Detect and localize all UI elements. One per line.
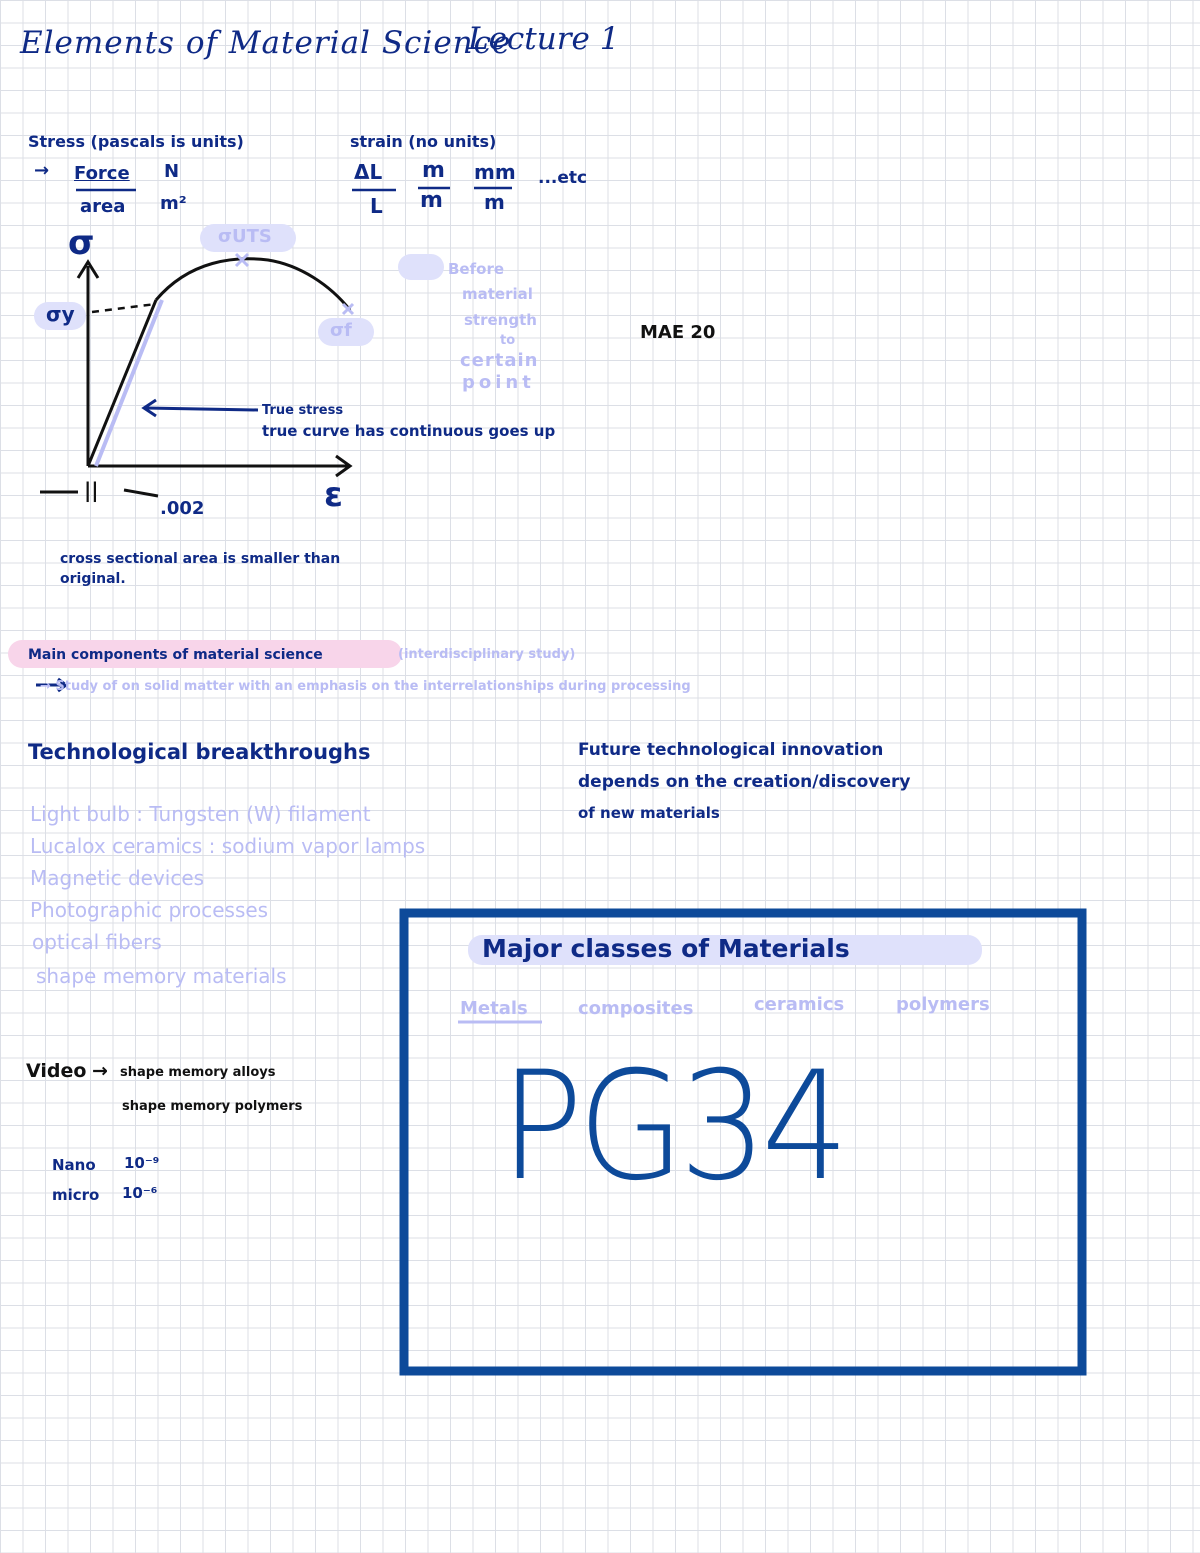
future-line-3: of new materials <box>578 804 720 822</box>
side-note-6: point <box>462 372 535 393</box>
epsilon-label: ε <box>324 475 343 515</box>
mae-label: MAE 20 <box>640 322 716 343</box>
lecture-label: Lecture 1 <box>468 21 620 57</box>
true-stress-note: true curve has continuous goes up <box>262 422 556 440</box>
stress-unit-num: N <box>164 161 180 182</box>
offset-value: .002 <box>160 498 205 519</box>
strain-dl: ΔL <box>354 160 383 184</box>
components-title: Main components of material science <box>28 647 323 663</box>
future-line-2: depends on the creation/discovery <box>578 772 911 792</box>
micro-value: 10⁻⁶ <box>122 1184 158 1202</box>
offset-line <box>96 300 162 466</box>
stress-area: area <box>80 196 126 217</box>
page-reference: PG34 <box>500 1040 844 1214</box>
breakthrough-item-5: optical fibers <box>32 930 162 954</box>
cross-section-note-1: cross sectional area is smaller than <box>60 551 341 567</box>
nano-label: Nano <box>52 1156 96 1174</box>
offset-arrow-right <box>124 490 158 496</box>
breakthroughs-title: Technological breakthroughs <box>28 740 371 764</box>
video-line-2: shape memory polymers <box>122 1099 303 1114</box>
future-line-1: Future technological innovation <box>578 740 884 760</box>
true-stress-arrow <box>146 408 258 410</box>
true-stress-label: True stress <box>262 403 344 418</box>
strain-m1: m <box>422 158 445 183</box>
side-note-4: to <box>500 333 516 348</box>
video-label: Video <box>26 1060 87 1082</box>
engineering-curve <box>156 259 350 310</box>
side-note-5: certain <box>460 350 539 371</box>
stress-heading: Stress (pascals is units) <box>28 132 244 151</box>
side-note-1: Before <box>448 260 505 278</box>
breakthrough-item-3: Magnetic devices <box>30 866 205 890</box>
sigma-f-label: σf <box>330 320 352 341</box>
strain-m2: m <box>420 188 443 213</box>
breakthrough-item-2: Lucalox ceramics : sodium vapor lamps <box>30 834 426 858</box>
cross-section-note-2: original. <box>60 571 126 587</box>
page-title: Elements of Material Science <box>20 25 512 61</box>
stress-arrow: → <box>34 160 50 181</box>
strain-heading: strain (no units) <box>350 132 497 151</box>
strain-mm: mm <box>474 160 516 184</box>
major-classes-title: Major classes of Materials <box>482 934 850 963</box>
class-composites: composites <box>578 998 694 1019</box>
offset-bars: || <box>84 478 99 502</box>
yield-dashed-line <box>92 304 156 312</box>
elastic-line <box>88 300 156 466</box>
strain-etc: ...etc <box>538 168 588 188</box>
breakthrough-item-4: Photographic processes <box>30 898 269 922</box>
breakthrough-item-1: Light bulb : Tungsten (W) filament <box>30 802 371 826</box>
components-note: → Study of on solid matter with an emphasis on the interrelationships during processing <box>40 679 691 694</box>
side-note-2: material <box>462 285 533 303</box>
components-paren: (interdisciplinary study) <box>398 647 576 662</box>
sigma-label: σ <box>68 223 95 263</box>
video-arrow: → <box>92 1060 108 1082</box>
outs-label: σUTS <box>218 226 272 247</box>
strain-m3: m <box>484 190 505 214</box>
stress-force: Force <box>74 163 130 184</box>
breakthrough-item-6: shape memory materials <box>36 964 287 988</box>
sigma-y-label: σy <box>46 302 75 326</box>
class-polymers: polymers <box>896 994 990 1015</box>
side-note-3: strength <box>464 311 537 329</box>
video-line-1: shape memory alloys <box>120 1065 276 1080</box>
class-metals: Metals <box>460 998 528 1019</box>
nano-value: 10⁻⁹ <box>124 1154 160 1172</box>
stress-unit-den: m² <box>160 193 187 214</box>
strain-l: L <box>370 194 383 218</box>
micro-label: micro <box>52 1186 100 1204</box>
class-ceramics: ceramics <box>754 994 845 1015</box>
